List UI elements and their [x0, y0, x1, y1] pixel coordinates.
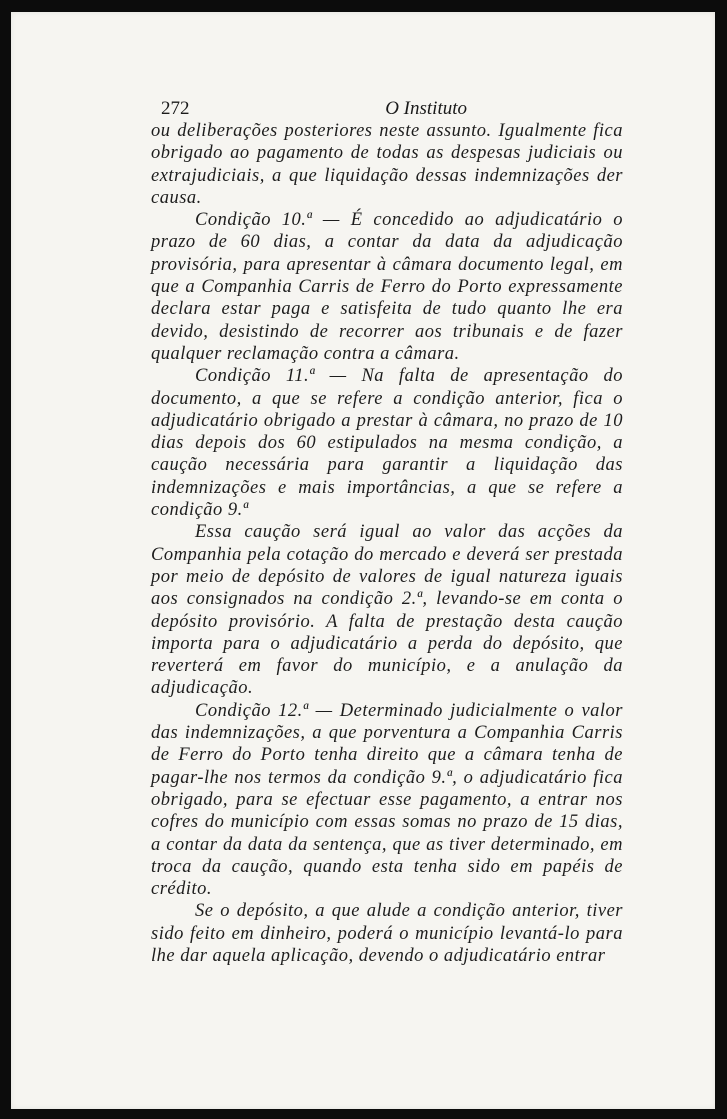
running-title: O Instituto	[385, 98, 467, 119]
page-number: 272	[161, 98, 190, 119]
body-text	[151, 120, 623, 967]
paragraph-condicao-10: Condição 10.ª — É concedido ao adjudicatário o prazo de 60 dias, a contar da data da adjudicação provisória, para apresentar à câmara documento legal, em que a Companhia Carris de Ferro do Porto expressamente declara estar paga e satisfeita de tudo quanto lhe era devido, desistindo de recorrer aos tribunais e de fazer qualquer reclamação contra a câmara.	[151, 210, 623, 364]
paragraph-caucao: Essa caução será igual ao valor das acções da Companhia pela cotação do mercado e deverá ser prestada por meio de depósito de valores de igual natureza iguais aos consignados na condição 2.ª, levando-se em conta o depósito provisório. A falta de prestação desta caução importa para o adjudicatário a perda do depósito, que reverterá em favor do município, e a anulação da adjudicação.	[151, 522, 623, 699]
paragraph-condicao-12: Condição 12.ª — Determinado judicialmente o valor das indemnizações, a que porventura a Companhia Carris de Ferro do Porto tenha direito que a câmara tenha de pagar-lhe nos termos da condição 9.ª, o adjudicatário fica obrigado, para se efectuar esse pagamento, a entrar nos cofres do município com essas somas no prazo de 15 dias, a contar da data da sentença, que as tiver determinado, em troca da caução, quando esta tenha sido em papéis de crédito.	[151, 700, 623, 900]
paragraph-deposito: Se o depósito, a que alude a condição anterior, tiver sido feito em dinheiro, poderá o município levantá-lo para lhe dar aquela aplicação, devendo o adjudicatário entrar	[151, 901, 623, 966]
paragraph-continuation: ou deliberações posteriores neste assunto. Igualmente fica obrigado ao pagamento de todas as despesas judiciais ou extrajudiciais, a que liquidação dessas indemnizações der causa.	[151, 121, 623, 208]
paragraph-condicao-11: Condição 11.ª — Na falta de apresentação do documento, a que se refere a condição anterior, fica o adjudicatário obrigado a prestar à câmara, no prazo de 10 dias depois dos 60 estipulados na mesma condição, a caução necessária para garantir a liquidação das indemnizações e mais importâncias, a que se refere a condição 9.ª	[151, 366, 623, 521]
